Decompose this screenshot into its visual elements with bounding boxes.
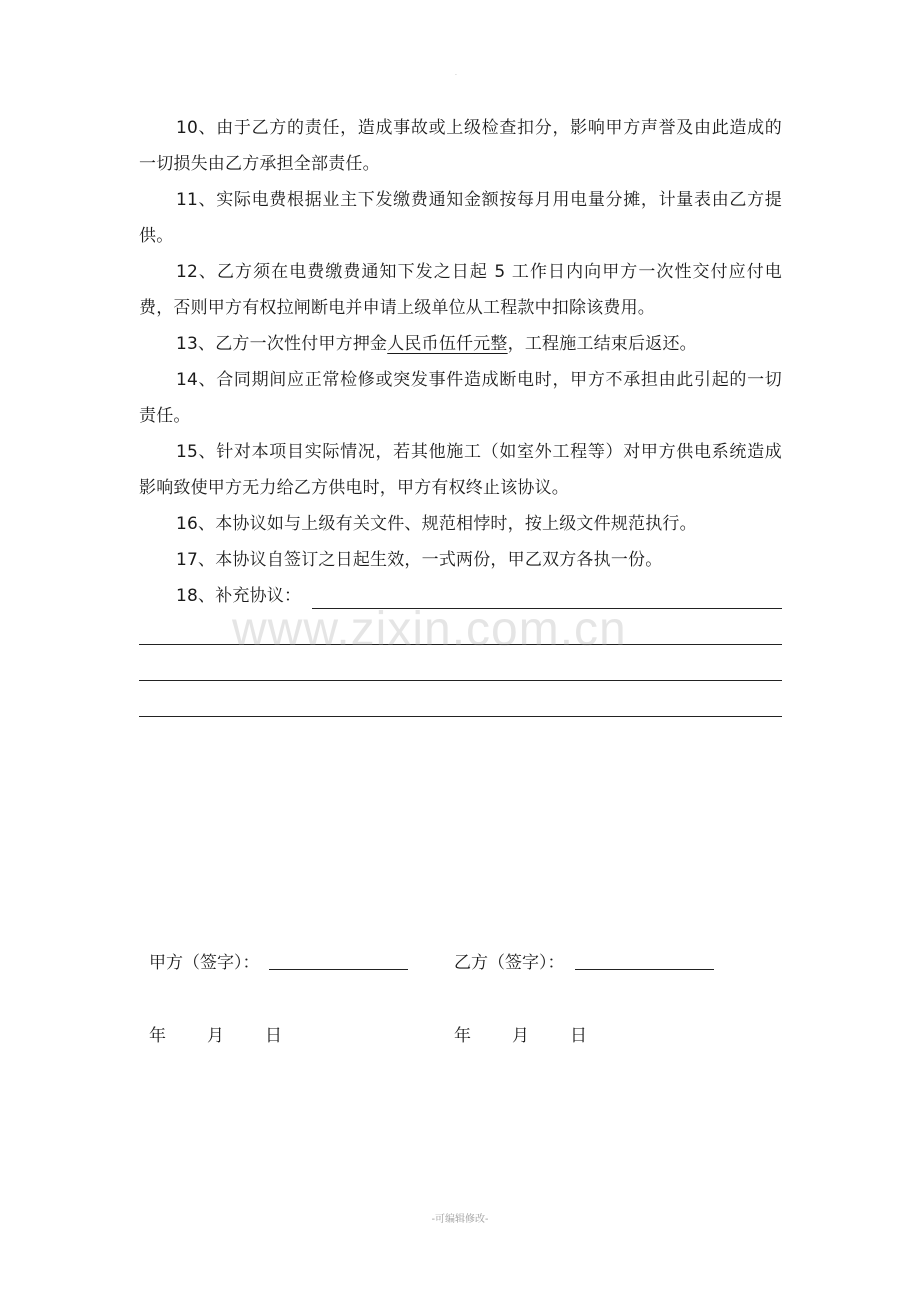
party-b-date — [454, 1021, 628, 1046]
clause-13 — [139, 326, 782, 362]
clause-16: 16、本协议如与上级有关文件、规范相悖时，按上级文件规范执行。 — [176, 514, 697, 534]
party-a-date — [149, 1021, 323, 1046]
deposit-amount: 人民币伍仟元整 — [387, 334, 508, 354]
date-month-label: 月 — [512, 1026, 529, 1046]
party-a-signature-line[interactable] — [269, 969, 408, 970]
footer-note: -可编辑修改- — [431, 1214, 489, 1225]
clause-18-label: 18、补充协议： — [176, 586, 302, 606]
clause-17: 17、本协议自签订之日起生效，一式两份，甲乙双方各执一份。 — [176, 550, 663, 570]
clause-13-suffix: ，工程施工结束后返还。 — [507, 334, 697, 354]
party-b-signature-line[interactable] — [575, 969, 714, 970]
party-b-signature-label: 乙方（签字）： — [454, 953, 565, 973]
date-month-label: 月 — [207, 1026, 224, 1046]
party-a-signature-label: 甲方（签字）： — [149, 953, 260, 973]
date-day-label: 日 — [265, 1026, 282, 1046]
clause-12: 12、乙方须在电费缴费通知下发之日起 5 工作日内向甲方一次性交付应付电费，否则甲方有权拉闸断电并申请上级单位从工程款中扣除该费用。 — [139, 262, 782, 318]
clause-10: 10、由于乙方的责任，造成事故或上级检查扣分，影响甲方声誉及由此造成的一切损失由乙方承担全部责任。 — [139, 118, 782, 174]
date-day-label: 日 — [570, 1026, 587, 1046]
clause-15: 15、针对本项目实际情况，若其他施工（如室外工程等）对甲方供电系统造成影响致使甲方无力给乙方供电时，甲方有权终止该协议。 — [139, 442, 782, 498]
supplementary-line-4[interactable] — [139, 716, 782, 717]
clause-list — [139, 110, 782, 614]
header-mark: . — [455, 70, 457, 77]
supplementary-line-3[interactable] — [139, 680, 782, 681]
clause-13-prefix: 13、乙方一次性付甲方押金 — [176, 334, 388, 354]
date-year-label: 年 — [149, 1026, 166, 1046]
clause-11: 11、实际电费根据业主下发缴费通知金额按每月用电量分摊，计量表由乙方提供。 — [139, 190, 782, 246]
watermark: www.zixin.com.cn — [232, 603, 627, 656]
date-year-label: 年 — [454, 1026, 471, 1046]
clause-14: 14、合同期间应正常检修或突发事件造成断电时，甲方不承担由此引起的一切责任。 — [139, 370, 782, 426]
